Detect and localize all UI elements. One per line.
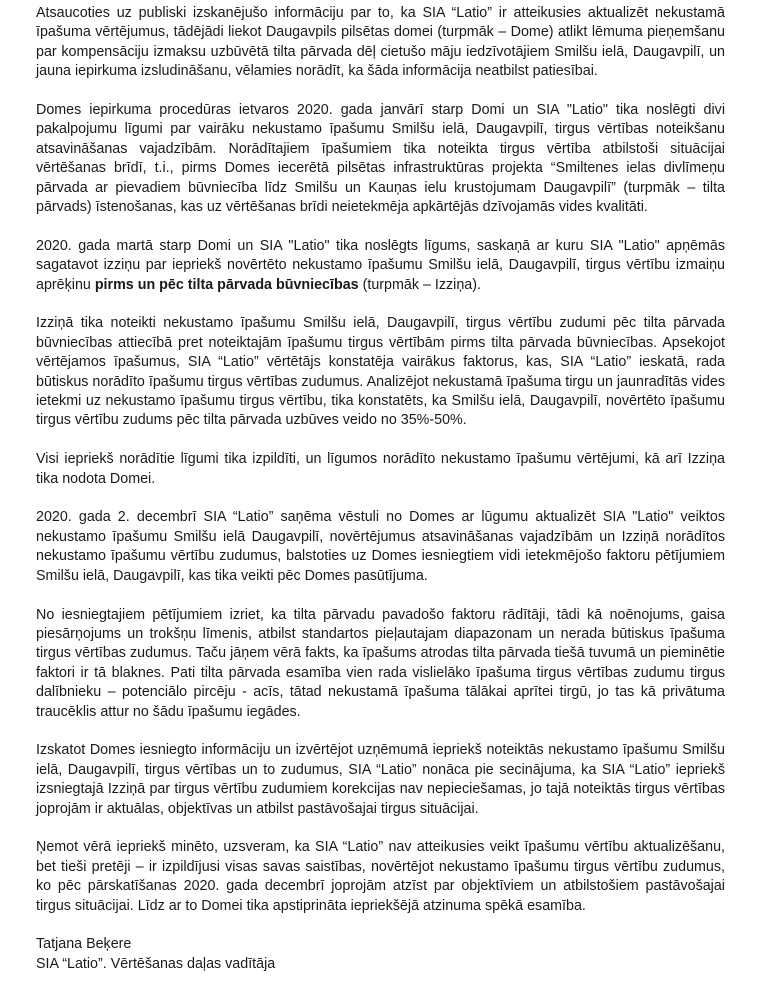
paragraph-text: Izziņā tika noteikti nekustamo īpašumu Smilšu ielā, Daugavpilī, tirgus vērtību zudumi pēc tilta pārvada būvniecības attiecībā pret noteiktajām īpašumu tirgus vērtībām pirms tilta pārvada būvniecības. Apsekojot vērtējamos īpašumus, SIA “Latio” vērtētājs konstatēja vairākus faktorus, kas, SIA “Latio” ieskatā, rada būtiskus norādīto īpašumu tirgus vērtības zudumus. Analizējot nekustamā īpašuma tirgu un jaunradītās vides ietekmi uz nekustamo īpašumu tirgus vērtību, tika konstatēts, ka Smilšu ielā, Daugavpilī, novērtēto īpašumu tirgus vērtību zudums pēc tilta pārvada uzbūves veido no 35%-50%. <box>36 315 726 429</box>
paragraph-text: Izskatot Domes iesniegto informāciju un izvērtējot uzņēmumā iepriekš noteiktās nekustamo īpašumu Smilšu ielā, Daugavpilī, tirgus vērtības un to zudumus, SIA “Latio” nonāca pie secinājuma, ka SIA “Latio” iepriekš izsniegtajā Izziņā par tirgus vērtību zudumiem korekcijas nav nepieciešamas, jo tajā noteiktās tirgus vērtības joprojām ir aktuālas, objektīvas un atbilst pastāvošajai tirgus situācijai. <box>36 742 725 817</box>
paragraph-text: Atsaucoties uz publiski izskanējušo informāciju par to, ka SIA “Latio” ir atteikusies aktualizēt nekustamā īpašuma vērtējumus, tādējādi liekot Daugavpils pilsētas domei (turpmāk – Dome) atlikt lēmuma pieņemšanu par kompensāciju izmaksu uzbūvētā tilta pārvada dēļ cietušo māju iedzīvotājiem Smilšu ielā, Daugavpilī, un jauna iepirkuma izsludināšanu, vēlamies norādīt, ka šāda informācija neatbilst patiesībai. <box>36 5 725 80</box>
paragraph-text: Ņemot vērā iepriekš minēto, uzsveram, ka SIA “Latio” nav atteikusies veikt īpašumu vērtību aktualizēšanu, bet tieši pretēji – ir izpildījusi visas savas saistības, novērtējot nekustamo īpašumu tirgus vērtību zudumus, ko pēc pārskatīšanas 2020. gada decembrī joprojām atzīst par objektīviem un atbilstošiem pastāvošajai tirgus situācijai. Līdz ar to Domei tika apstiprināta iepriekšējā atzinuma spēkā esamība. <box>36 839 725 914</box>
paragraph-text: 2020. gada martā starp Domi un SIA "Latio" tika noslēgts līgums, saskaņā ar kuru SIA "Latio" apņēmās sagatavot izziņu par iepriekš novērtēto nekustamo īpašumu Smilšu ielā, Daugavpilī, tirgus vērtību izmaiņu aprēķinu <box>36 237 725 293</box>
signatory-position: SIA “Latio”. Vērtēšanas daļas vadītāja <box>36 955 276 972</box>
paragraph <box>36 314 725 430</box>
paragraph-text: No iesniegtajiem pētījumiem izriet, ka tilta pārvadu pavadošo faktoru rādītāji, tādi kā noēnojums, gaisa piesārņojums un trokšņu līmenis, atbilst standartos pieļautajam diapazonam un nerada būtiskus īpašuma tirgus vērtības zudumus. Taču jāņem vērā fakts, ka īpašums atrodas tilta pārvada tiešā tuvumā un pieminētie faktori ir tā blaknes. Pati tilta pārvada esamība vien rada vislielāko īpašuma tirgus vērtības zudumu tirgus dalībnieku – potenciālo pircēju - acīs, tātad nekustamā īpašuma tālākai aprītei tirgū, jo tas kā privātuma traucēklis attur no šādu īpašumu iegādes. <box>36 606 725 720</box>
paragraph <box>36 606 725 722</box>
paragraph <box>36 237 725 295</box>
paragraph-text: Domes iepirkuma procedūras ietvaros 2020. gada janvārī starp Domi un SIA "Latio" tika noslēgti divi pakalpojumu līgumi par vairāku nekustamo īpašumu Smilšu ielā, Daugavpilī, tirgus vērtības noteikšanu atsavināšanas vajadzībām. Norādītajiem īpašumiem tika noteikta tirgus vērtība atbilstoši situācijai vērtēšanas brīdī, t.i., pirms Domes iecerētā pilsētas infrastruktūras projekta “Smiltenes ielas divlīmeņu pārvada ar pievadiem būvniecība līdz Smilšu un Kauņas ielu krustojumam Daugavpilī” (turpmāk – tilta pārvads) īstenošanas, kas uz vērtēšanas brīdi neietekmēja apkārtējās dzīvojamās vides kvalitāti. <box>36 102 725 216</box>
paragraph <box>36 4 725 82</box>
paragraph-text: Visi iepriekš norādītie līgumi tika izpildīti, un līgumos norādīto nekustamo īpašumu vērtējumi, kā arī Izziņa tika nodota Domei. <box>36 451 725 487</box>
paragraph-text: (turpmāk – Izziņa). <box>358 276 481 293</box>
paragraph <box>36 508 725 586</box>
paragraph <box>36 450 725 489</box>
paragraph <box>36 101 725 217</box>
bold-text: pirms un pēc tilta pārvada būvniecības <box>94 276 359 293</box>
paragraph-text: 2020. gada 2. decembrī SIA “Latio” saņēma vēstuli no Domes ar lūgumu aktualizēt SIA "Latio" veiktos nekustamo īpašumu Smilšu ielā Daugavpilī, novērtējumus atsavināšanas vajadzībām un Izziņā norādītos nekustamo īpašumu vērtību zudumus, balstoties uz Domes iesniegtiem vidi ietekmējošo faktoru pētījumiem Smilšu ielā, Daugavpilī, kas tika veikti pēc Domes pasūtījuma. <box>36 509 725 584</box>
paragraph <box>36 741 725 819</box>
paragraph <box>36 838 725 916</box>
signature-block <box>36 935 725 974</box>
letter-body <box>36 4 725 916</box>
signatory-name: Tatjana Beķere <box>36 936 132 953</box>
